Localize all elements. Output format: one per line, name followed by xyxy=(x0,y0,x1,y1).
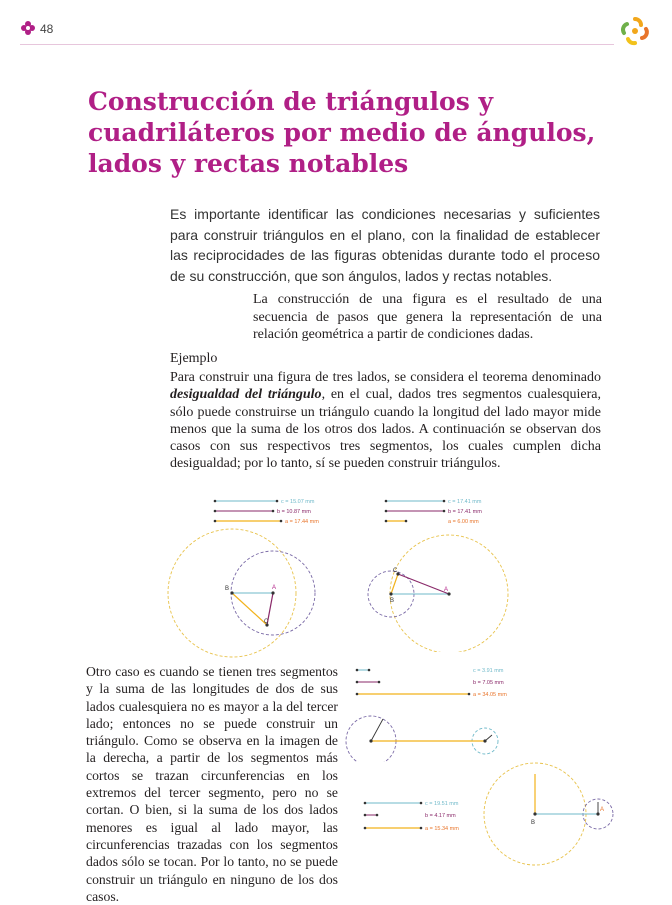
figure-triangle-case-2 xyxy=(360,492,520,652)
fig1-point-C: C xyxy=(264,619,269,625)
page-title: Construcción de triángulos y cuadriláteros por medio de ángulos, lados y rectas notables xyxy=(88,87,596,178)
fig2-point-C: C xyxy=(393,568,398,574)
fig4-point-B: B xyxy=(531,820,536,826)
fig2-a-label: a = 6.00 mm xyxy=(448,519,479,525)
fig1-c-label: c = 15.07 mm xyxy=(281,499,315,505)
fig4-a-label: a = 15.34 mm xyxy=(425,826,459,832)
page-header xyxy=(0,0,672,50)
example-paragraph xyxy=(170,369,601,473)
figure-no-triangle-case-1 xyxy=(345,662,535,762)
yellow-orange-swirl-logo-icon xyxy=(620,16,650,46)
example-emphasis: desigualdad del triángulo xyxy=(170,387,322,403)
fig2-point-B: B xyxy=(390,598,395,604)
page-number: 48 xyxy=(40,22,54,36)
header-rule xyxy=(20,44,614,45)
example-text-before: Para construir una figura de tres lados, se considera el teorema denominado xyxy=(170,370,601,385)
fig1-a-label: a = 17.44 mm xyxy=(285,519,319,525)
figure-no-triangle-case-2 xyxy=(355,762,620,870)
figure-triangle-case-1 xyxy=(165,492,325,662)
fig4-point-A: A xyxy=(600,807,605,813)
fig2-c-label: c = 17.41 mm xyxy=(448,499,482,505)
definition-paragraph: La construcción de una figura es el resultado de una secuencia de pasos que genera la representación de una relación geométrica a partir de condiciones dadas. xyxy=(253,292,602,342)
fig3-b-label: b = 7.05 mm xyxy=(473,680,504,686)
fig4-b-label: b = 4.17 mm xyxy=(425,813,456,819)
fig2-b-label: b = 17.41 mm xyxy=(448,509,482,515)
magenta-flower-icon xyxy=(20,20,36,36)
fig3-a-label: a = 34.05 mm xyxy=(473,692,507,698)
fig3-c-label: c = 3.91 mm xyxy=(473,668,504,674)
fig2-point-A: A xyxy=(444,587,449,593)
example-text-after: , en el cual, dados tres segmentos cualesquiera, sólo puede construirse un triángulo cuando la longitud del lado mayor mide menos que la suma de los otros dos lados. A continuación se observan dos casos con sus respectivos tres segmentos, los cuales cumplen dicha desigualdad; por lo tanto, sí se pueden construir triángulos. xyxy=(170,387,601,472)
example-label: Ejemplo xyxy=(170,351,218,366)
fig1-b-label: b = 10.87 mm xyxy=(277,509,311,515)
other-case-paragraph: Otro caso es cuando se tienen tres segmentos y la suma de las longitudes de dos de sus lados cualesquiera no es mayor a la del tercer lado; entonces no se puede construir un triángulo. Como se observa en la imagen de la derecha, a partir de los segmentos más cortos se trazan circunferencias en los extremos del tercer segmento, pero no se cortan. O bien, si la suma de los dos lados menores es igual al lado mayor, las circunferencias trazadas con los segmentos dados sólo se tocan. Por lo tanto, no se puede construir un triángulo en ninguno de los dos casos. xyxy=(86,664,338,904)
intro-paragraph: Es importante identificar las condiciones necesarias y suficientes para construir triángulos en el plano, con la finalidad de establecer las reciprocidades de las figuras obtenidas durante todo el proceso de su construcción, que son ángulos, lados y rectas notables. xyxy=(170,206,600,284)
fig1-point-B: B xyxy=(225,586,230,592)
fig1-point-A: A xyxy=(272,585,277,591)
fig4-c-label: c = 19.51 mm xyxy=(425,801,459,807)
